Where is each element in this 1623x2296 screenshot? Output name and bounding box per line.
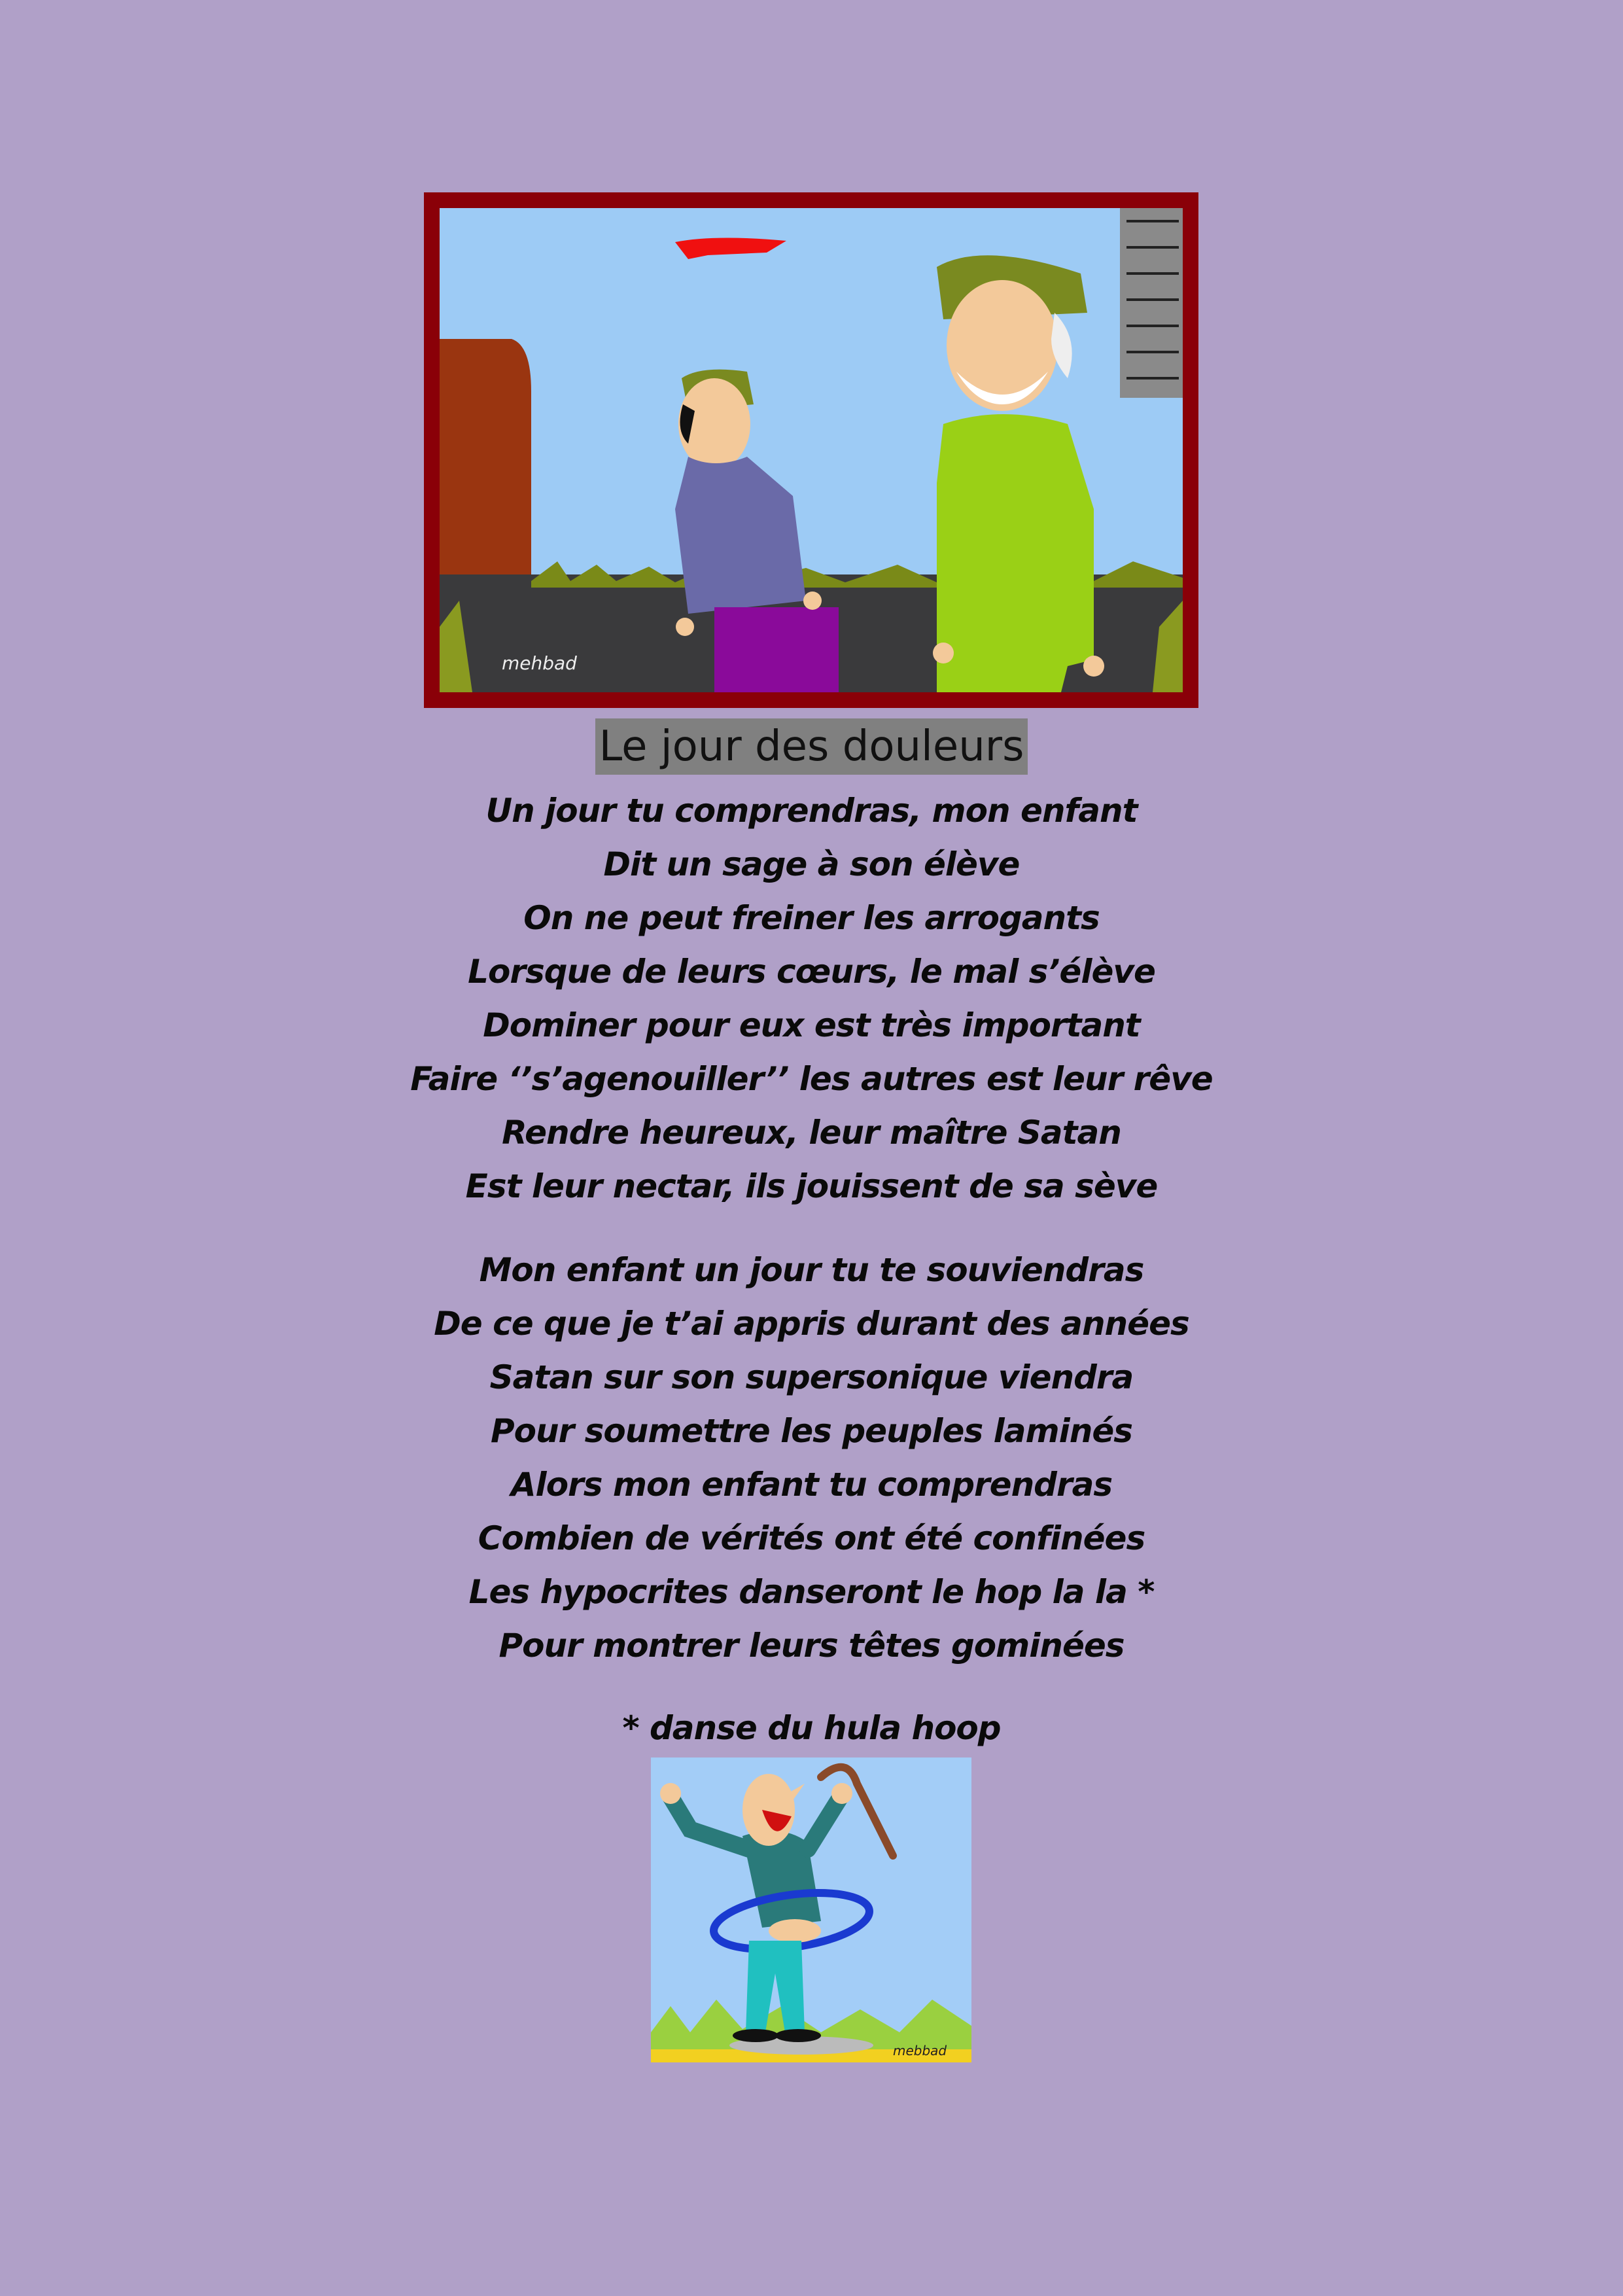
poem-line: Mon enfant un jour tu te souviendras (479, 1251, 1144, 1289)
poem-line: Faire ‘’s’agenouiller’’ les autres est leur rêve (410, 1060, 1213, 1098)
svg-text:mebbad: mebbad (893, 2043, 947, 2058)
poem-line: On ne peut freiner les arrogants (523, 899, 1100, 937)
poem-line: Pour soumettre les peuples laminés (490, 1412, 1133, 1450)
svg-text:mehbad: mehbad (502, 652, 577, 674)
poem-line: Dominer pour eux est très important (483, 1006, 1140, 1044)
stanza-2 (0, 1243, 1623, 1672)
stanza-1 (0, 784, 1623, 1213)
poem-line: Satan sur son supersonique viendra (489, 1358, 1134, 1396)
poem-line: Combien de vérités ont été confinées (478, 1519, 1145, 1557)
hula-hoop-illustration (651, 1757, 971, 2062)
title-container (0, 718, 1623, 775)
poem-line: Lorsque de leurs cœurs, le mal s’élève (468, 953, 1155, 991)
painting-illustration (424, 192, 1198, 708)
poem-line: De ce que je t’ai appris durant des années (434, 1305, 1189, 1343)
poem-line: Est leur nectar, ils jouissent de sa sève (465, 1167, 1158, 1205)
poem-line: Alors mon enfant tu comprendras (510, 1466, 1113, 1504)
poem-title: Le jour des douleurs (595, 718, 1028, 775)
hula-dancer-icon (651, 1757, 971, 2062)
poem-line: Un jour tu comprendras, mon enfant (485, 792, 1138, 830)
poem-line: Dit un sage à son élève (603, 845, 1020, 883)
poem-line: Les hypocrites danseront le hop la la * (468, 1573, 1155, 1611)
footnote-text: * danse du hula hoop (622, 1709, 1001, 1747)
footnote (0, 1701, 1623, 1755)
poem-line: Rendre heureux, leur maître Satan (502, 1114, 1121, 1152)
poem-line: Pour montrer leurs têtes gominées (498, 1627, 1125, 1665)
painting-scene-icon (440, 208, 1183, 692)
